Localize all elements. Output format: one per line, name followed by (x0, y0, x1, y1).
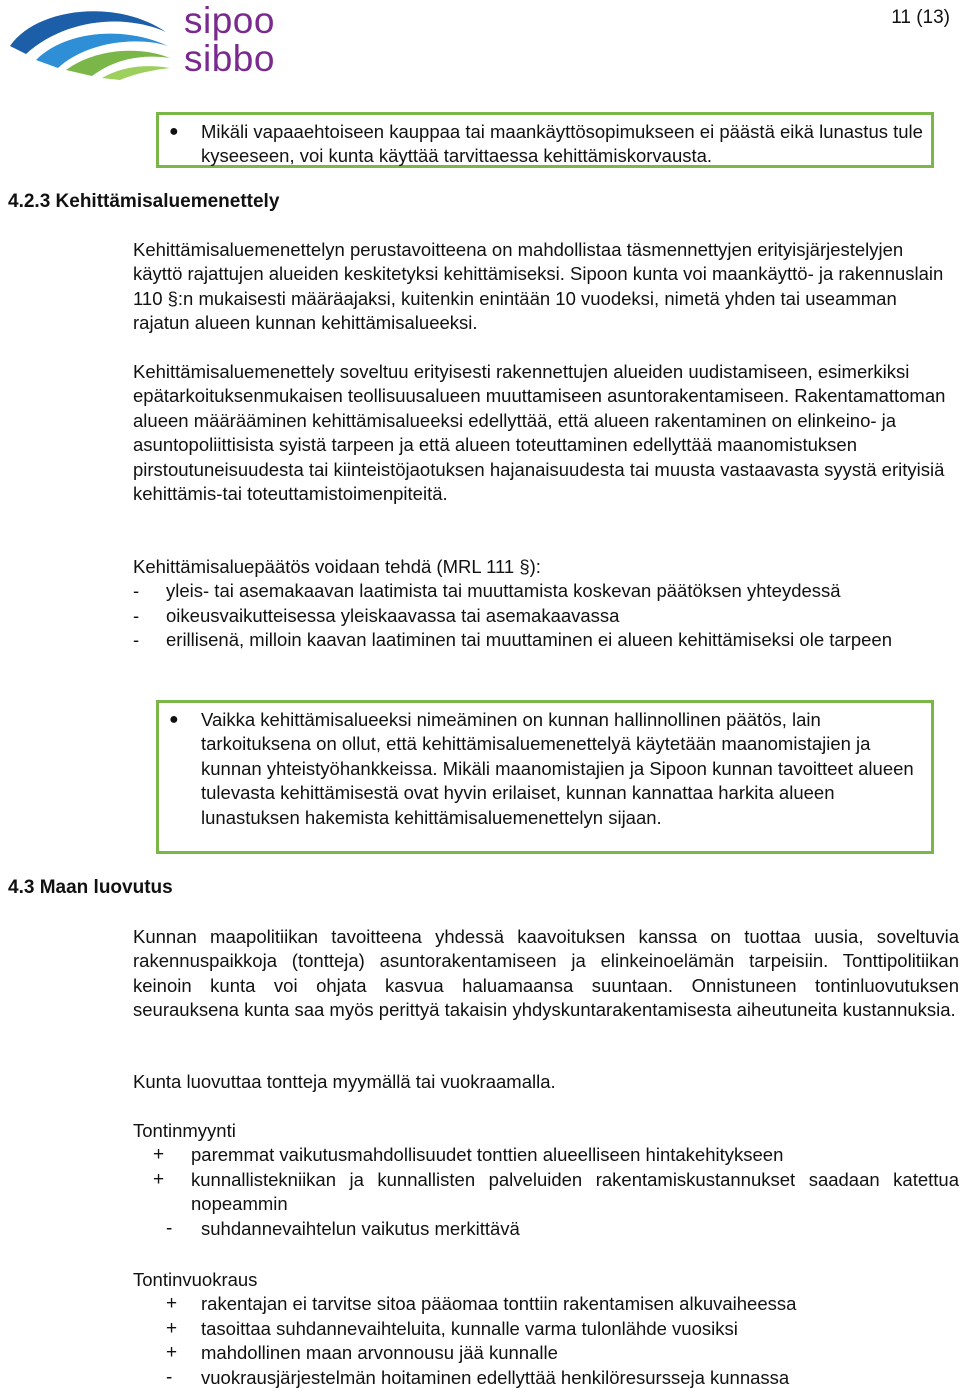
list-item-text: vuokrausjärjestelmän hoitaminen edellyttää henkilöresursseja kunnassa (201, 1366, 790, 1388)
dash-marker: - (133, 604, 140, 626)
logo-text-sipoo: sipoo (184, 0, 275, 41)
decision-block (133, 555, 943, 653)
decision-list (133, 579, 943, 652)
sale-block (133, 1119, 959, 1241)
logo-text-sibbo: sibbo (184, 38, 275, 79)
callout-list (159, 120, 923, 169)
list-item (133, 628, 943, 652)
dash-marker: - (133, 629, 140, 651)
minus-marker: - (166, 1366, 173, 1388)
bullet-icon: ● (169, 123, 179, 140)
list-item-text: suhdannevaihtelun vaikutus merkittävä (201, 1217, 520, 1239)
paragraph: Kunnan maapolitiikan tavoitteena yhdessä kaavoituksen kanssa on tuottaa uusia, soveltuvia rakennuspaikkoja (tontteja) asuntorakentamiseen ja elinkeinoelämän tarpeisiin. Tonttipolitiikan keinoin kunta voi ohjata kasvua haluamaansa suuntaan. Onnistuneen tontinluovutuksen seurauksena kunta saa myös perittyä takaisin yhdyskuntarakentamisesta aiheutuneita kustannuksia. (133, 926, 959, 1021)
list-item-text: rakentajan ei tarvitse sitoa pääomaa tonttiin rakentamisen alkuvaiheessa (201, 1293, 797, 1315)
list-item (133, 579, 943, 603)
minus-marker: - (166, 1217, 173, 1239)
callout-item (159, 708, 917, 830)
lease-title: Tontinvuokraus (133, 1269, 258, 1290)
list-item (133, 1292, 959, 1316)
sale-list (133, 1143, 959, 1241)
list-item (133, 1168, 959, 1217)
list-item (133, 1143, 959, 1167)
plus-marker: + (166, 1342, 178, 1364)
list-item-text: erillisenä, milloin kaavan laatiminen tai muuttaminen ei alueen kehittämiseksi ole tarpeen (166, 629, 892, 651)
list-item-text: tasoittaa suhdannevaihteluita, kunnalle varma tulonlähde vuosiksi (201, 1317, 738, 1339)
dash-marker: - (133, 580, 140, 602)
list-item (133, 1217, 959, 1241)
plus-marker: + (166, 1293, 178, 1315)
callout-box-compensation (156, 112, 934, 168)
plus-marker: + (166, 1317, 178, 1339)
list-item-text: mahdollinen maan arvonnousu jää kunnalle (201, 1342, 558, 1364)
sale-title: Tontinmyynti (133, 1120, 236, 1141)
lease-list (133, 1292, 959, 1390)
page-number: 11 (13) (891, 7, 950, 28)
section-heading-4-3: 4.3 Maan luovutus (8, 877, 173, 898)
paragraph: Kehittämisaluemenettely soveltuu erityisesti rakennettujen alueiden uudistamiseen, esimerkiksi epätarkoituksenmukaisen teollisuusalueen muuttamiseen asuntorakentamiseen. Rakentamattoman alueen määrääminen kehittämisalueeksi edellyttää, että alueen rakentaminen on elinkeino- ja asuntopoliittisista syistä tarpeen ja että alueen toteuttaminen edellyttää maanomistuksen pirstoutuneisuudesta tai kiinteistöjaotuksen hajanaisuudesta tai muusta vastaavasta syystä erityisiä kehittämis-tai toteuttamistoimenpiteitä. (133, 361, 946, 505)
decision-intro: Kehittämisaluepäätös voidaan tehdä (MRL 111 §): (133, 556, 541, 577)
list-item-text: paremmat vaikutusmahdollisuudet tonttien alueelliseen hintakehitykseen (191, 1144, 784, 1166)
list-item-text: oikeusvaikutteisessa yleiskaavassa tai asemakaavassa (166, 604, 620, 626)
paragraph: Kehittämisaluemenettelyn perustavoitteena on mahdollistaa täsmennettyjen erityisjärjestelyjen käyttö rajattujen alueiden keskitetyksi kehittämiseksi. Sipoon kunta voi maankäyttö- ja rakennuslain 110 §:n mukaisesti määräajaksi, kuitenkin enintään 10 vuodeksi, nimetä yhden tai useamman rajatun alueen kunnan kehittämisalueeksi. (133, 239, 944, 334)
list-item (133, 604, 943, 628)
plus-marker: + (153, 1168, 165, 1190)
logo-swoosh-icon (6, 2, 176, 80)
paragraph: Kunta luovuttaa tontteja myymällä tai vuokraamalla. (133, 1071, 556, 1092)
list-item-text: yleis- tai asemakaavan laatimista tai muuttamista koskevan päätöksen yhteydessä (166, 580, 841, 602)
section-heading-4-2-3: 4.2.3 Kehittämisaluemenettely (8, 191, 280, 212)
list-item (133, 1366, 959, 1390)
plus-marker: + (153, 1144, 165, 1166)
callout-text: Vaikka kehittämisalueeksi nimeäminen on kunnan hallinnollinen päätös, lain tarkoituksena on ollut, että kehittämisaluemenettelyä käytetään maanomistajien ja kunnan yhteistyöhankkeissa. Mikäli maanomistajien ja Sipoon kunnan tavoitteet alueen tulevasta kehittämisestä ovat hyvin erilaiset, kunnan kannattaa harkita alueen lunastuksen hakemista kehittämisaluemenettelyn sijaan. (201, 709, 914, 828)
callout-text: Mikäli vapaaehtoiseen kauppaa tai maankäyttösopimukseen ei päästä eikä lunastus tule kyseeseen, voi kunta käyttää tarvittaessa kehittämiskorvausta. (201, 121, 923, 167)
list-item-text: kunnallistekniikan ja kunnallisten palveluiden rakentamiskustannukset saadaan katettua nopeammin (191, 1168, 959, 1215)
lease-block (133, 1268, 959, 1390)
list-item (133, 1341, 959, 1365)
callout-item (159, 120, 923, 169)
bullet-icon: ● (169, 711, 179, 728)
sipoo-sibbo-logo (6, 2, 306, 80)
list-item (133, 1317, 959, 1341)
callout-box-development (156, 700, 934, 854)
callout-list (159, 708, 917, 830)
